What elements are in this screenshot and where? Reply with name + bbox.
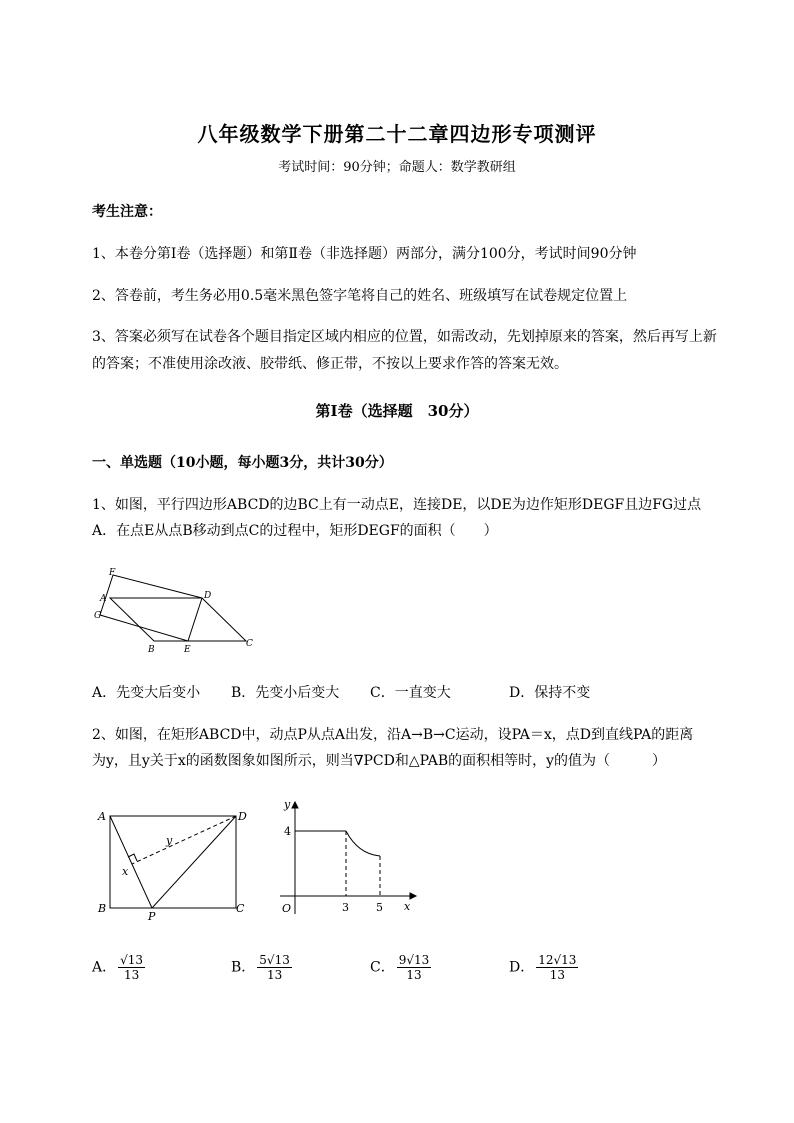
parallelogram-abcd (110, 598, 246, 641)
graph-curve-segment (346, 831, 380, 856)
question-1-line2: A．在点E从点B移动到点C的过程中，矩形DEGF的面积（ ） (92, 523, 498, 539)
q2-option-d-num: 12√13 (538, 953, 577, 967)
graph-x-arrow (410, 893, 416, 899)
q2-option-c-den: 13 (406, 968, 422, 982)
q1-option-a[interactable]: A．先变大后变小 (92, 685, 201, 701)
page-subtitle: 考试时间：90分钟；命题人：数学教研组 (278, 160, 516, 175)
page-title: 八年级数学下册第二十二章四边形专项测评 (197, 122, 597, 146)
notes-heading: 考生注意： (92, 204, 162, 220)
graph-label-x: x (404, 900, 411, 913)
fig2-label-y: y (166, 834, 173, 847)
note-item-3-cont: 的答案；不准使用涂改液、胶带纸、修正带，不按以上要求作答的答案无效。 (92, 356, 568, 372)
q2-option-c-num: 9√13 (398, 953, 430, 967)
q2-option-b-num: 5√13 (259, 953, 290, 967)
q2-option-c[interactable] (370, 953, 431, 982)
q2-option-a-prefix: A． (92, 959, 117, 976)
question-2-graph (270, 796, 420, 921)
graph-label-4: 4 (284, 825, 291, 838)
fig1-label-G: G (94, 611, 102, 621)
graph-label-y: y (284, 798, 291, 811)
segment-pd (152, 816, 236, 908)
q2-option-d-den: 13 (549, 968, 565, 982)
q2-option-d-prefix: D． (509, 959, 535, 976)
fig1-label-E: E (184, 645, 191, 655)
section-title: 第I卷（选择题 30分） (315, 402, 479, 420)
fig1-label-D: D (204, 591, 212, 601)
fig2-label-C: C (236, 902, 245, 915)
q2-option-c-fraction (397, 953, 432, 982)
fig1-label-A: A (100, 594, 107, 604)
rectangle-abcd (110, 816, 236, 908)
graph-label-origin: O (282, 902, 292, 915)
fig2-label-A: A (98, 810, 106, 823)
graph-label-5: 5 (376, 901, 383, 914)
note-item-3: 3、答案必须写在试卷各个题目指定区域内相应的位置，如需改动，先划掉原来的答案，然后再写上新 (92, 329, 717, 345)
q2-option-a-num: √13 (120, 953, 144, 967)
question-1-figure (94, 563, 264, 658)
q2-option-d-fraction (536, 953, 578, 982)
q2-option-c-prefix: C． (370, 959, 395, 976)
part-heading: 一、单选题（10小题，每小题3分，共计30分） (92, 455, 393, 471)
question-1-line1: 1、如图，平行四边形ABCD的边BC上有一动点E，连接DE，以DE为边作矩形DEGF且边FG过点 (92, 497, 702, 513)
q1-option-d[interactable]: D．保持不变 (509, 685, 591, 701)
perpendicular-y (132, 816, 236, 864)
fig1-label-B: B (148, 645, 155, 655)
question-2-rect-figure (94, 804, 254, 924)
note-item-2: 2、答卷前，考生务必用0.5毫米黑色签字笔将自己的姓名、班级填写在试卷规定位置上 (92, 288, 628, 304)
question-2-line1: 2、如图，在矩形ABCD中，动点P从点A出发，沿A→B→C运动，设PA＝x，点D到直线PA的距离 (92, 727, 694, 743)
segment-ap (110, 816, 152, 908)
q2-option-a[interactable] (92, 953, 145, 982)
q2-option-b-prefix: B． (231, 959, 256, 976)
question-2-line2: 为y，且y关于x的函数图象如图所示，则当∇PCD和△PAB的面积相等时，y的值为（ ） (92, 753, 667, 769)
graph-label-3: 3 (342, 901, 349, 914)
q2-option-b[interactable] (231, 953, 292, 982)
graph-y-arrow (292, 802, 298, 808)
fig2-label-x: x (122, 865, 129, 878)
note-item-1: 1、本卷分第I卷（选择题）和第Ⅱ卷（非选择题）两部分，满分100分，考试时间90分钟 (92, 246, 637, 262)
rectangle-degf (100, 575, 202, 641)
fig2-label-P: P (148, 910, 156, 923)
q2-option-a-fraction (118, 953, 145, 982)
q2-option-d[interactable] (509, 953, 578, 982)
q2-option-b-den: 13 (266, 968, 283, 982)
fig1-label-F: F (109, 568, 116, 578)
q2-option-a-den: 13 (123, 968, 140, 982)
fig2-label-D: D (238, 810, 247, 823)
q1-option-c[interactable]: C．一直变大 (370, 685, 451, 701)
q1-option-b[interactable]: B．先变小后变大 (231, 685, 340, 701)
q2-option-b-fraction (257, 953, 292, 982)
fig2-label-B: B (98, 902, 107, 915)
fig1-label-C: C (246, 639, 253, 649)
